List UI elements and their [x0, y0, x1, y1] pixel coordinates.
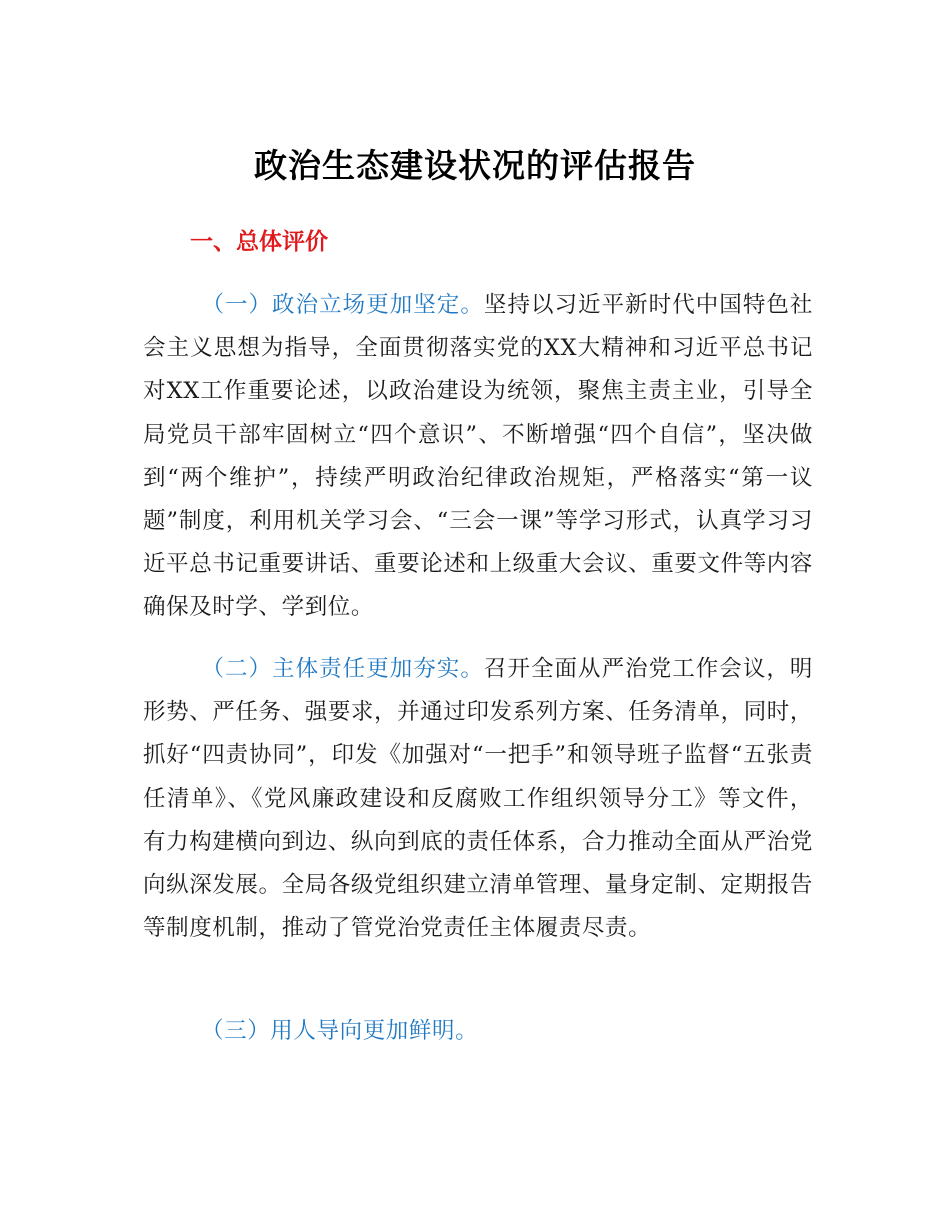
paragraph-2-text: 召开全面从严治党工作会议，明形势、严任务、强要求，并通过印发系列方案、任务清单，同时，抓好“四责协同”，印发《加强对“一把手”和领导班子监督“五张责任清单》、《党风廉政建设和反腐败工作组织领导分工》等文件，有力构建横向到边、纵向到底的责任体系，合力推动全面从严治党向纵深发展。全局各级党组织建立清单管理、量身定制、定期报告等制度机制，推动了管党治党责任主体履责尽责。: [143, 656, 814, 942]
section-heading: 一、总体评价: [190, 229, 328, 255]
paragraph-3-heading: （三）用人导向更加鲜明。: [201, 1018, 479, 1044]
paragraph-1-heading: （一）政治立场更加坚定。: [201, 292, 484, 318]
paragraph-1-text: 坚持以习近平新时代中国特色社会主义思想为指导，全面贯彻落实党的XX大精神和习近平总书记对XX工作重要论述，以政治建设为统领，聚焦主责主业，引导全局党员干部牢固树立“四个意识”、不断增强“四个自信”，坚决做到“两个维护”，持续严明政治纪律政治规矩，严格落实“第一议题”制度，利用机关学习会、“三会一课”等学习形式，认真学习习近平总书记重要讲话、重要论述和上级重大会议、重要文件等内容确保及时学、学到位。: [143, 292, 814, 621]
paragraph-2: [143, 648, 813, 950]
paragraph-2-heading: （二）主体责任更加夯实。: [201, 656, 484, 682]
paragraph-3: [143, 1010, 813, 1053]
paragraph-1: [143, 284, 813, 630]
document-title: 政治生态建设状况的评估报告: [254, 146, 696, 185]
